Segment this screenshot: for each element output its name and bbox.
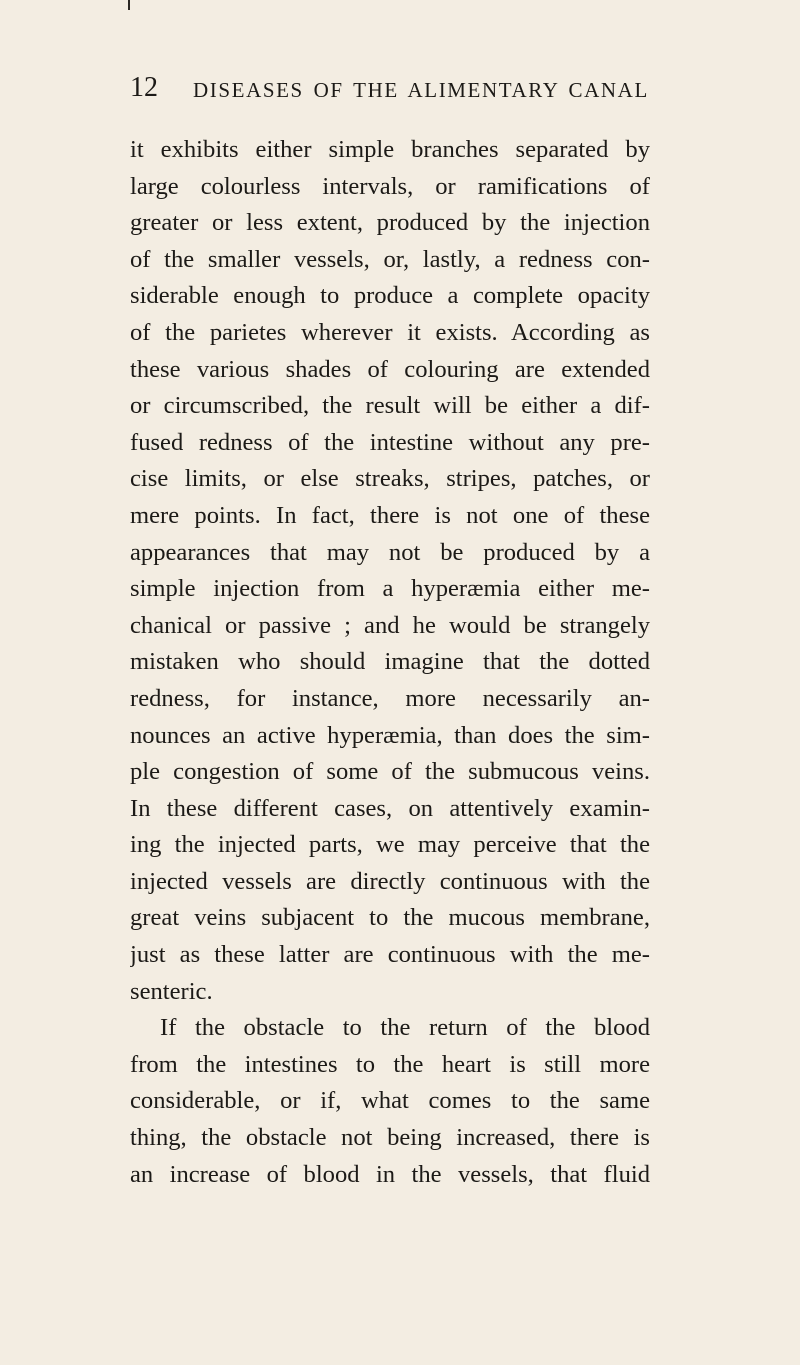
text-line: considerable, or if, what comes to the same [130, 1087, 650, 1115]
text-line: chanical or passive ; and he would be strangely [130, 611, 650, 639]
text-line: simple injection from a hyperæmia either me- [130, 575, 650, 603]
paragraph-start-line: If the obstacle to the return of the blood [160, 1014, 650, 1042]
text-line: from the intestines to the heart is still more [130, 1050, 650, 1078]
text-line: mistaken who should imagine that the dotted [130, 648, 650, 676]
page-number: 12 [130, 72, 158, 103]
text-line: large colourless intervals, or ramifications of [130, 172, 650, 200]
text-line: these various shades of colouring are extended [130, 355, 650, 383]
text-line: redness, for instance, more necessarily an- [130, 684, 650, 712]
body-text [130, 132, 650, 1193]
text-line: of the parietes wherever it exists. According as [130, 318, 650, 346]
text-line: it exhibits either simple branches separated by [130, 136, 650, 163]
text-line: ple congestion of some of the submucous veins. [130, 758, 650, 786]
text-line: just as these latter are continuous with the me- [130, 941, 650, 969]
text-line: an increase of blood in the vessels, that fluid [130, 1160, 650, 1188]
paragraph-end-line: senteric. [130, 977, 213, 1005]
running-title: DISEASES OF THE ALIMENTARY CANAL [193, 78, 649, 102]
text-line: great veins subjacent to the mucous membrane, [130, 904, 650, 932]
margin-mark [128, 0, 130, 10]
text-line: fused redness of the intestine without any pre- [130, 428, 650, 456]
text-line: injected vessels are directly continuous with the [130, 867, 650, 895]
text-line: thing, the obstacle not being increased, there is [130, 1124, 650, 1152]
text-line: ing the injected parts, we may perceive that the [130, 831, 650, 859]
text-line: nounces an active hyperæmia, than does the sim- [130, 721, 650, 749]
text-line: cise limits, or else streaks, stripes, patches, or [130, 465, 650, 493]
text-line: appearances that may not be produced by a [130, 538, 650, 566]
text-line: greater or less extent, produced by the injection [130, 209, 650, 237]
text-line: of the smaller vessels, or, lastly, a redness con- [130, 245, 650, 273]
text-line: or circumscribed, the result will be either a dif- [130, 392, 650, 420]
text-line: mere points. In fact, there is not one of these [130, 501, 650, 529]
text-line: In these different cases, on attentively examin- [130, 794, 650, 822]
text-line: siderable enough to produce a complete opacity [130, 282, 650, 310]
running-head [130, 72, 770, 112]
